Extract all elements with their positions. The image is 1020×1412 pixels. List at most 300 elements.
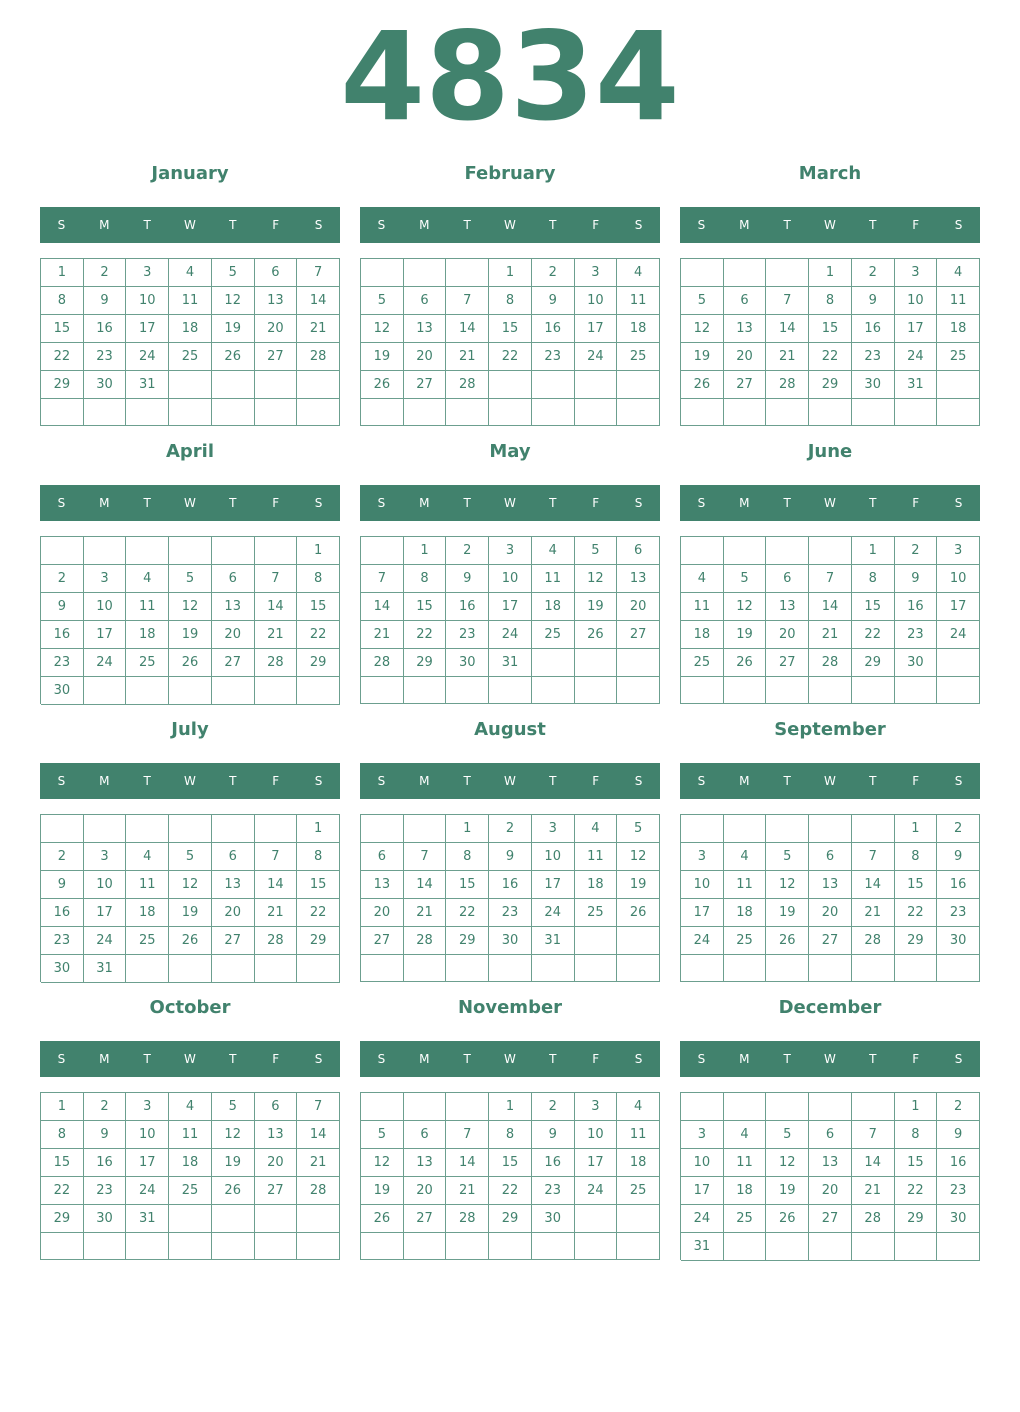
weekday-label: S <box>697 1052 706 1066</box>
day-cell: 11 <box>617 287 660 315</box>
empty-day-cell <box>681 815 724 843</box>
day-cell: 3 <box>575 1093 618 1121</box>
day-cell: 11 <box>617 1121 660 1149</box>
empty-day-cell <box>681 537 724 565</box>
day-cell: 2 <box>852 259 895 287</box>
day-cell: 8 <box>489 1121 532 1149</box>
empty-day-cell <box>852 399 895 426</box>
weekday-label: M <box>99 218 110 232</box>
empty-day-cell <box>532 399 575 426</box>
weekday-header <box>680 207 980 243</box>
empty-day-cell <box>126 537 169 565</box>
day-cell: 9 <box>895 565 938 593</box>
day-cell: 16 <box>84 315 127 343</box>
weekday-label: W <box>824 496 836 510</box>
day-cell: 5 <box>766 1121 809 1149</box>
empty-day-cell <box>297 1205 340 1233</box>
day-cell: 25 <box>169 343 212 371</box>
day-cell: 14 <box>809 593 852 621</box>
month-name: July <box>171 719 209 740</box>
weekday-label: F <box>272 1052 280 1066</box>
day-cell: 7 <box>255 843 298 871</box>
day-cell: 6 <box>809 843 852 871</box>
empty-day-cell <box>532 1233 575 1260</box>
empty-day-cell <box>212 399 255 426</box>
day-cell: 22 <box>852 621 895 649</box>
weekday-label: W <box>824 218 836 232</box>
day-cell: 1 <box>41 259 84 287</box>
day-cell: 8 <box>895 1121 938 1149</box>
empty-day-cell <box>41 399 84 426</box>
day-cell: 10 <box>575 287 618 315</box>
day-cell: 7 <box>852 843 895 871</box>
weekday-label: M <box>419 774 430 788</box>
empty-day-cell <box>404 677 447 704</box>
day-cell: 28 <box>446 371 489 399</box>
empty-day-cell <box>446 259 489 287</box>
day-cell: 17 <box>532 871 575 899</box>
day-cell: 11 <box>126 871 169 899</box>
day-cell: 30 <box>446 649 489 677</box>
day-cell: 1 <box>41 1093 84 1121</box>
day-cell: 14 <box>297 287 340 315</box>
day-cell: 29 <box>297 927 340 955</box>
day-cell: 31 <box>126 1205 169 1233</box>
weekday-label: M <box>419 218 430 232</box>
weekday-label: F <box>272 496 280 510</box>
weekday-header <box>40 207 340 243</box>
weekday-label: M <box>739 218 750 232</box>
day-cell: 28 <box>852 1205 895 1233</box>
day-cell: 12 <box>575 565 618 593</box>
empty-day-cell <box>361 1233 404 1260</box>
empty-day-cell <box>532 371 575 399</box>
empty-day-cell <box>895 955 938 982</box>
empty-day-cell <box>937 649 980 677</box>
day-cell: 24 <box>84 649 127 677</box>
weekday-label: M <box>419 496 430 510</box>
day-cell: 16 <box>41 899 84 927</box>
day-cell: 13 <box>255 1121 298 1149</box>
empty-day-cell <box>937 371 980 399</box>
empty-day-cell <box>575 955 618 982</box>
empty-day-cell <box>937 1233 980 1261</box>
day-cell: 22 <box>41 1177 84 1205</box>
day-cell: 29 <box>489 1205 532 1233</box>
empty-day-cell <box>126 815 169 843</box>
day-cell: 19 <box>169 899 212 927</box>
day-cell: 24 <box>489 621 532 649</box>
weekday-label: W <box>184 774 196 788</box>
empty-day-cell <box>297 955 340 983</box>
empty-day-cell <box>766 399 809 426</box>
day-cell: 14 <box>404 871 447 899</box>
empty-day-cell <box>937 399 980 426</box>
day-cell: 5 <box>212 1093 255 1121</box>
day-cell: 30 <box>84 371 127 399</box>
weekday-label: T <box>549 774 557 788</box>
weekday-label: F <box>592 218 600 232</box>
empty-day-cell <box>532 677 575 704</box>
day-cell: 15 <box>489 1149 532 1177</box>
weekday-label: S <box>314 1052 323 1066</box>
weekday-label: W <box>504 496 516 510</box>
month-november <box>360 992 660 1260</box>
day-cell: 6 <box>212 843 255 871</box>
day-cell: 14 <box>852 871 895 899</box>
empty-day-cell <box>255 955 298 983</box>
empty-day-cell <box>532 649 575 677</box>
day-cell: 15 <box>41 315 84 343</box>
day-cell: 21 <box>297 1149 340 1177</box>
day-cell: 3 <box>84 843 127 871</box>
weekday-label: T <box>463 774 471 788</box>
empty-day-cell <box>84 815 127 843</box>
day-cell: 11 <box>169 287 212 315</box>
day-cell: 7 <box>766 287 809 315</box>
empty-day-cell <box>255 1205 298 1233</box>
empty-day-cell <box>404 955 447 982</box>
day-cell: 24 <box>575 343 618 371</box>
month-january <box>40 158 340 426</box>
empty-day-cell <box>575 1205 618 1233</box>
day-cell: 28 <box>361 649 404 677</box>
day-cell: 21 <box>255 621 298 649</box>
day-cell: 19 <box>169 621 212 649</box>
day-cell: 30 <box>937 1205 980 1233</box>
day-cell: 8 <box>489 287 532 315</box>
day-cell: 11 <box>724 1149 767 1177</box>
empty-day-cell <box>446 1093 489 1121</box>
day-cell: 2 <box>895 537 938 565</box>
day-cell: 12 <box>361 1149 404 1177</box>
weekday-label: S <box>314 774 323 788</box>
empty-day-cell <box>724 677 767 704</box>
weekday-label: M <box>739 774 750 788</box>
day-cell: 28 <box>255 649 298 677</box>
day-cell: 16 <box>41 621 84 649</box>
day-cell: 22 <box>809 343 852 371</box>
weekday-label: S <box>634 1052 643 1066</box>
empty-day-cell <box>361 677 404 704</box>
weekday-label: S <box>377 496 386 510</box>
day-cell: 10 <box>84 871 127 899</box>
weekday-label: S <box>634 774 643 788</box>
day-cell: 26 <box>766 927 809 955</box>
day-cell: 28 <box>297 343 340 371</box>
empty-day-cell <box>446 399 489 426</box>
day-cell: 25 <box>617 343 660 371</box>
weekday-header <box>680 763 980 799</box>
day-cell: 17 <box>681 1177 724 1205</box>
day-cell: 21 <box>852 899 895 927</box>
day-cell: 10 <box>895 287 938 315</box>
day-cell: 9 <box>937 843 980 871</box>
empty-day-cell <box>255 1233 298 1260</box>
weekday-label: W <box>504 218 516 232</box>
day-cell: 21 <box>766 343 809 371</box>
day-cell: 26 <box>212 343 255 371</box>
day-cell: 23 <box>532 1177 575 1205</box>
day-cell: 23 <box>84 343 127 371</box>
day-cell: 22 <box>297 621 340 649</box>
empty-day-cell <box>766 815 809 843</box>
weekday-label: S <box>377 1052 386 1066</box>
day-cell: 24 <box>126 1177 169 1205</box>
day-cell: 6 <box>212 565 255 593</box>
empty-day-cell <box>361 955 404 982</box>
day-cell: 26 <box>212 1177 255 1205</box>
day-cell: 2 <box>937 815 980 843</box>
empty-day-cell <box>255 537 298 565</box>
day-cell: 13 <box>617 565 660 593</box>
empty-day-cell <box>169 1233 212 1260</box>
day-cell: 30 <box>41 677 84 705</box>
day-cell: 3 <box>126 259 169 287</box>
day-cell: 8 <box>809 287 852 315</box>
weekday-header <box>40 1041 340 1077</box>
empty-day-cell <box>169 1205 212 1233</box>
empty-day-cell <box>575 1233 618 1260</box>
empty-day-cell <box>766 677 809 704</box>
day-cell: 25 <box>617 1177 660 1205</box>
day-cell: 17 <box>126 1149 169 1177</box>
empty-day-cell <box>617 1233 660 1260</box>
empty-day-cell <box>575 649 618 677</box>
empty-day-cell <box>126 1233 169 1260</box>
weekday-label: T <box>143 1052 151 1066</box>
empty-day-cell <box>126 677 169 705</box>
day-cell: 13 <box>404 315 447 343</box>
day-cell: 27 <box>404 1205 447 1233</box>
day-cell: 26 <box>724 649 767 677</box>
day-cell: 3 <box>532 815 575 843</box>
day-cell: 19 <box>575 593 618 621</box>
day-cell: 24 <box>575 1177 618 1205</box>
day-cell: 2 <box>532 1093 575 1121</box>
weekday-label: M <box>739 496 750 510</box>
day-cell: 18 <box>681 621 724 649</box>
day-cell: 12 <box>361 315 404 343</box>
day-cell: 13 <box>724 315 767 343</box>
day-cell: 10 <box>681 1149 724 1177</box>
empty-day-cell <box>489 399 532 426</box>
day-cell: 19 <box>766 1177 809 1205</box>
day-cell: 20 <box>255 315 298 343</box>
days-grid <box>360 536 660 704</box>
day-cell: 4 <box>681 565 724 593</box>
day-cell: 9 <box>41 593 84 621</box>
empty-day-cell <box>766 955 809 982</box>
day-cell: 24 <box>681 927 724 955</box>
day-cell: 27 <box>404 371 447 399</box>
empty-day-cell <box>766 259 809 287</box>
day-cell: 16 <box>937 871 980 899</box>
empty-day-cell <box>169 677 212 705</box>
empty-day-cell <box>575 677 618 704</box>
weekday-label: S <box>954 496 963 510</box>
empty-day-cell <box>766 1093 809 1121</box>
empty-day-cell <box>404 259 447 287</box>
months-grid <box>40 158 980 1260</box>
day-cell: 17 <box>895 315 938 343</box>
day-cell: 15 <box>404 593 447 621</box>
weekday-label: T <box>869 218 877 232</box>
day-cell: 12 <box>617 843 660 871</box>
weekday-header <box>360 763 660 799</box>
day-cell: 22 <box>446 899 489 927</box>
day-cell: 7 <box>446 287 489 315</box>
day-cell: 23 <box>446 621 489 649</box>
day-cell: 5 <box>361 287 404 315</box>
day-cell: 27 <box>724 371 767 399</box>
empty-day-cell <box>297 371 340 399</box>
day-cell: 10 <box>489 565 532 593</box>
empty-day-cell <box>489 1233 532 1260</box>
days-grid <box>40 258 340 426</box>
day-cell: 4 <box>575 815 618 843</box>
day-cell: 18 <box>169 1149 212 1177</box>
empty-day-cell <box>361 537 404 565</box>
day-cell: 25 <box>575 899 618 927</box>
empty-day-cell <box>895 677 938 704</box>
month-name: May <box>489 441 531 462</box>
day-cell: 9 <box>852 287 895 315</box>
day-cell: 10 <box>937 565 980 593</box>
day-cell: 5 <box>212 259 255 287</box>
day-cell: 15 <box>41 1149 84 1177</box>
day-cell: 27 <box>617 621 660 649</box>
day-cell: 29 <box>41 1205 84 1233</box>
weekday-label: S <box>634 218 643 232</box>
empty-day-cell <box>617 955 660 982</box>
day-cell: 20 <box>212 621 255 649</box>
day-cell: 7 <box>852 1121 895 1149</box>
day-cell: 16 <box>852 315 895 343</box>
day-cell: 8 <box>404 565 447 593</box>
month-august <box>360 714 660 982</box>
weekday-label: W <box>504 1052 516 1066</box>
empty-day-cell <box>809 399 852 426</box>
day-cell: 23 <box>852 343 895 371</box>
day-cell: 15 <box>489 315 532 343</box>
day-cell: 21 <box>852 1177 895 1205</box>
empty-day-cell <box>724 1093 767 1121</box>
days-grid <box>680 1092 980 1260</box>
days-grid <box>40 536 340 704</box>
day-cell: 8 <box>41 1121 84 1149</box>
weekday-label: M <box>99 1052 110 1066</box>
day-cell: 11 <box>532 565 575 593</box>
empty-day-cell <box>724 399 767 426</box>
weekday-label: S <box>697 774 706 788</box>
day-cell: 30 <box>532 1205 575 1233</box>
day-cell: 26 <box>361 1205 404 1233</box>
day-cell: 13 <box>255 287 298 315</box>
day-cell: 21 <box>404 899 447 927</box>
day-cell: 17 <box>681 899 724 927</box>
day-cell: 1 <box>489 1093 532 1121</box>
day-cell: 8 <box>446 843 489 871</box>
day-cell: 23 <box>41 649 84 677</box>
day-cell: 2 <box>41 843 84 871</box>
day-cell: 12 <box>724 593 767 621</box>
day-cell: 5 <box>169 843 212 871</box>
weekday-label: T <box>783 1052 791 1066</box>
day-cell: 4 <box>169 1093 212 1121</box>
day-cell: 14 <box>852 1149 895 1177</box>
day-cell: 10 <box>681 871 724 899</box>
day-cell: 24 <box>937 621 980 649</box>
day-cell: 13 <box>404 1149 447 1177</box>
weekday-label: T <box>463 496 471 510</box>
day-cell: 1 <box>852 537 895 565</box>
empty-day-cell <box>169 537 212 565</box>
day-cell: 6 <box>255 259 298 287</box>
weekday-label: T <box>463 218 471 232</box>
weekday-label: S <box>634 496 643 510</box>
day-cell: 16 <box>532 315 575 343</box>
weekday-label: T <box>783 218 791 232</box>
empty-day-cell <box>84 1233 127 1260</box>
empty-day-cell <box>681 955 724 982</box>
day-cell: 15 <box>852 593 895 621</box>
weekday-label: F <box>272 774 280 788</box>
day-cell: 9 <box>532 287 575 315</box>
month-march <box>680 158 980 426</box>
empty-day-cell <box>212 1233 255 1260</box>
day-cell: 28 <box>446 1205 489 1233</box>
day-cell: 23 <box>937 1177 980 1205</box>
day-cell: 18 <box>532 593 575 621</box>
day-cell: 5 <box>361 1121 404 1149</box>
day-cell: 22 <box>489 343 532 371</box>
day-cell: 16 <box>489 871 532 899</box>
day-cell: 3 <box>84 565 127 593</box>
weekday-header <box>680 485 980 521</box>
day-cell: 1 <box>895 1093 938 1121</box>
day-cell: 3 <box>489 537 532 565</box>
day-cell: 31 <box>84 955 127 983</box>
day-cell: 4 <box>617 1093 660 1121</box>
day-cell: 22 <box>41 343 84 371</box>
day-cell: 4 <box>169 259 212 287</box>
day-cell: 5 <box>766 843 809 871</box>
empty-day-cell <box>404 815 447 843</box>
month-april <box>40 436 340 704</box>
empty-day-cell <box>617 649 660 677</box>
days-grid <box>40 814 340 982</box>
day-cell: 9 <box>41 871 84 899</box>
weekday-label: S <box>57 496 66 510</box>
empty-day-cell <box>532 955 575 982</box>
empty-day-cell <box>681 259 724 287</box>
weekday-label: M <box>99 774 110 788</box>
day-cell: 7 <box>255 565 298 593</box>
day-cell: 19 <box>361 1177 404 1205</box>
day-cell: 5 <box>681 287 724 315</box>
day-cell: 2 <box>446 537 489 565</box>
empty-day-cell <box>297 677 340 705</box>
weekday-label: T <box>783 774 791 788</box>
day-cell: 4 <box>126 565 169 593</box>
day-cell: 28 <box>404 927 447 955</box>
day-cell: 20 <box>212 899 255 927</box>
weekday-label: S <box>377 774 386 788</box>
empty-day-cell <box>297 399 340 426</box>
day-cell: 14 <box>255 593 298 621</box>
weekday-label: W <box>184 496 196 510</box>
